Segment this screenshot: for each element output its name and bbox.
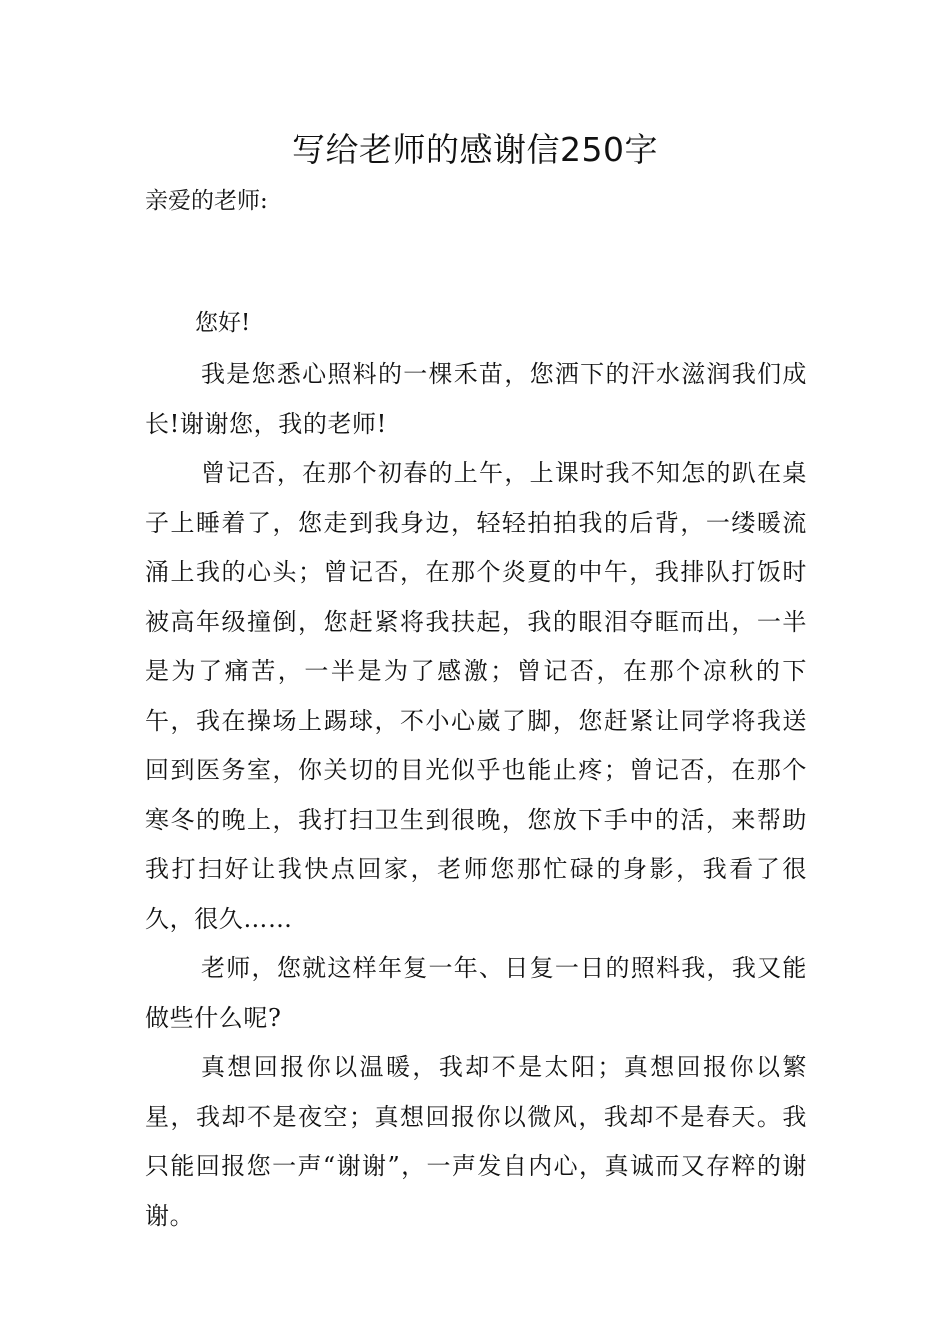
paragraph-2: 曾记否，在那个初春的上午，上课时我不知怎的趴在桌子上睡着了，您走到我身边，轻轻拍拍我的后背，一缕暖流涌上我的心头；曾记否，在那个炎夏的中午，我排队打饭时被高年级撞倒，您赶紧将我扶起，我的眼泪夺眶而出，一半是为了痛苦，一半是为了感激；曾记否，在那个凉秋的下午，我在操场上踢球，不小心崴了脚，您赶紧让同学将我送回到医务室，你关切的目光似乎也能止疼；曾记否，在那个寒冬的晚上，我打扫卫生到很晚，您放下手中的活，来帮助我打扫好让我快点回家，老师您那忙碌的身影，我看了很久，很久…… bbox=[145, 459, 807, 933]
paragraph-3: 老师，您就这样年复一年、日复一日的照料我，我又能做些什么呢? bbox=[145, 954, 807, 1032]
paragraph-4: 真想回报你以温暖，我却不是太阳；真想回报你以繁星，我却不是夜空；真想回报你以微风，我却不是春天。我只能回报您一声“谢谢”，一声发自内心，真诚而又存粹的谢谢。 bbox=[145, 1053, 807, 1230]
letter-body bbox=[145, 178, 807, 1241]
paragraph-1: 我是您悉心照料的一棵禾苗，您洒下的汗水滋润我们成长!谢谢您，我的老师! bbox=[145, 360, 807, 438]
letter-greeting: 您好! bbox=[195, 310, 251, 336]
document-title: 写给老师的感谢信250字 bbox=[292, 130, 658, 169]
letter-salutation: 亲爱的老师: bbox=[145, 188, 268, 214]
blank-space bbox=[145, 224, 807, 300]
